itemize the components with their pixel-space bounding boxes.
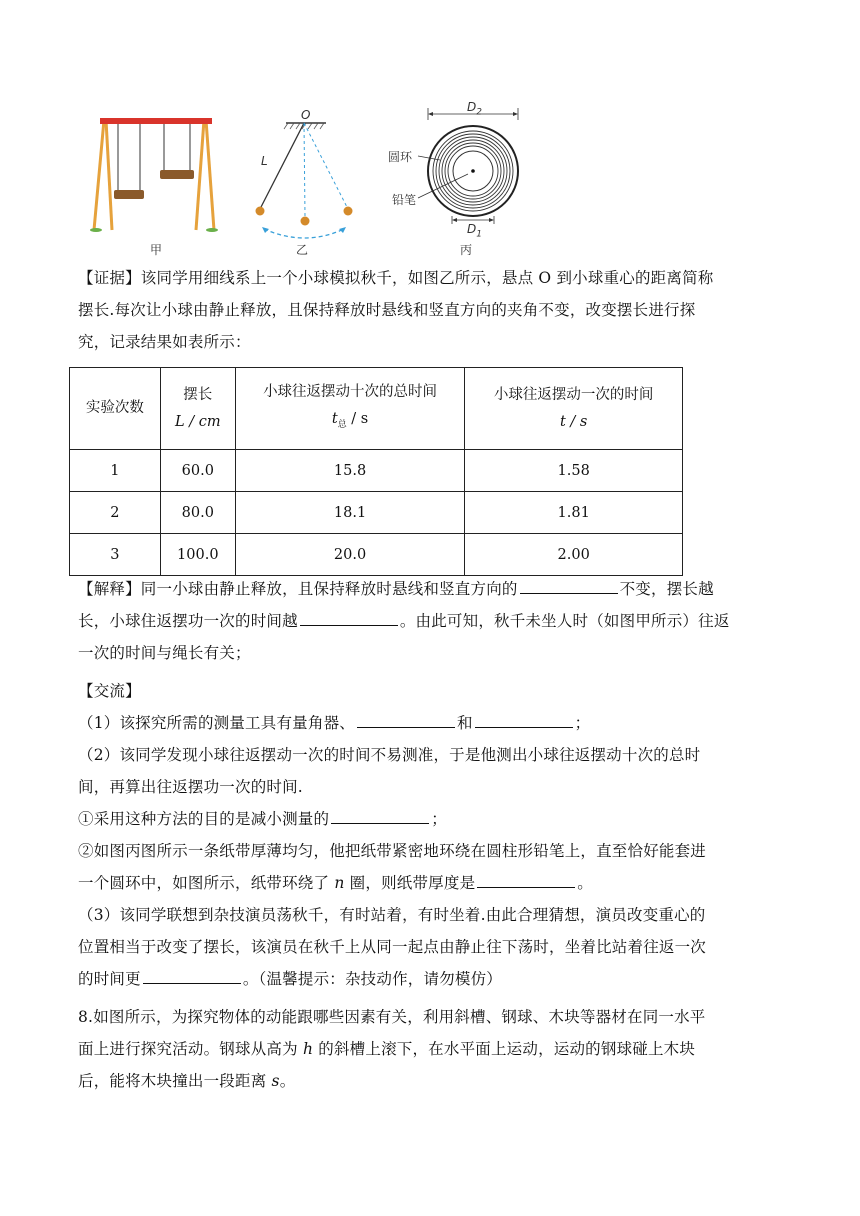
cell-total: 20.0: [235, 534, 465, 576]
cell-length: 80.0: [160, 492, 235, 534]
tape-caption: 丙: [460, 243, 473, 257]
answer-blank[interactable]: [143, 967, 241, 984]
cell-length: 100.0: [160, 534, 235, 576]
table-row: [70, 492, 683, 534]
swing-caption: 甲: [150, 243, 163, 257]
ring-label: 圆环: [388, 150, 413, 164]
answer-blank[interactable]: [357, 711, 455, 728]
header-length: 摆长 L / cm: [160, 368, 235, 450]
cell-length: 60.0: [160, 450, 235, 492]
table-row: [70, 534, 683, 576]
header-single-time: 小球往返摆动一次的时间 t / s: [465, 368, 683, 450]
exchange-title: 【交流】: [78, 682, 141, 700]
header-total-time: 小球往返摆动十次的总时间 $t_总$ / s: [235, 368, 465, 450]
cell-total: 18.1: [235, 492, 465, 534]
pendulum-figure: [238, 105, 368, 240]
results-table: [69, 367, 683, 576]
cell-single: 1.81: [465, 492, 683, 534]
evidence-line: 究，记录结果如表所示：: [78, 333, 251, 351]
cell-trial: 2: [70, 492, 161, 534]
answer-blank[interactable]: [475, 711, 573, 728]
tape-d1-label: $D_1$: [467, 222, 482, 240]
header-trial: 实验次数: [70, 368, 161, 450]
cell-total: 15.8: [235, 450, 465, 492]
tape-d2-label: $D_2$: [467, 100, 482, 118]
table-row: [70, 450, 683, 492]
evidence-line: 摆长.每次让小球由静止释放，且保持释放时悬线和竖直方向的夹角不变，改变摆长进行探: [78, 301, 696, 319]
table-header-row: [70, 368, 683, 450]
cell-trial: 1: [70, 450, 161, 492]
exchange-section: 【交流】 （1）该探究所需的测量工具有量角器、 和 ； （2）该同学发现小球往返摆动一次的时间不易测准，于是他测出小球往返摆动十次的总时 间，再算出往返摆功一次的时间. ①采用这种方法的目的是减小测量的 ； ②如图丙图所示一条纸带厚薄均匀，他把纸带紧密地环绕在圆柱形铅笔上，直至恰好能套进 一个圆环中，如图所示，纸带环绕了 n 圈，则纸带厚度是 。 （3）该同学联想到杂技演员荡秋千，有时站着，有时坐着.由此合理猜想，演员改变重心的 位置相当于改变了摆长，该演员在秋千上从同一起点由静止往下荡时，坐着比站着往返一次 的时间更 。（温馨提示：杂技动作，请勿模仿）: [78, 675, 782, 995]
cell-trial: 3: [70, 534, 161, 576]
pendulum-point-label: O: [301, 108, 311, 122]
evidence-line: 【证据】该同学用细线系上一个小球模拟秋千，如图乙所示，悬点 O 到小球重心的距离简称: [78, 269, 714, 287]
tape-ring-figure: [380, 98, 530, 238]
question-8: 8.如图所示，为探究物体的动能跟哪些因素有关，利用斜槽、钢球、木块等器材在同一水平 面上进行探究活动。钢球从高为 h 的斜槽上滚下，在水平面上运动，运动的钢球碰上木块 后，能将木块撞出一段距离 s。: [78, 1008, 706, 1090]
answer-blank[interactable]: [300, 609, 398, 626]
evidence-paragraph: [78, 262, 782, 358]
cell-single: 1.58: [465, 450, 683, 492]
answer-blank[interactable]: [331, 807, 429, 824]
pencil-label: 铅笔: [392, 193, 417, 207]
pendulum-length-label: L: [261, 154, 268, 168]
answer-blank[interactable]: [477, 871, 575, 888]
cell-single: 2.00: [465, 534, 683, 576]
swing-figure: [90, 112, 220, 234]
explanation-paragraph: 【解释】同一小球由静止释放，且保持释放时悬线和竖直方向的 不变，摆长越 长，小球住返摆功一次的时间越 。由此可知，秋千未坐人时（如图甲所示）往返 一次的时间与绳长有关；: [78, 573, 782, 669]
answer-blank[interactable]: [520, 577, 618, 594]
pendulum-caption: 乙: [296, 243, 309, 257]
